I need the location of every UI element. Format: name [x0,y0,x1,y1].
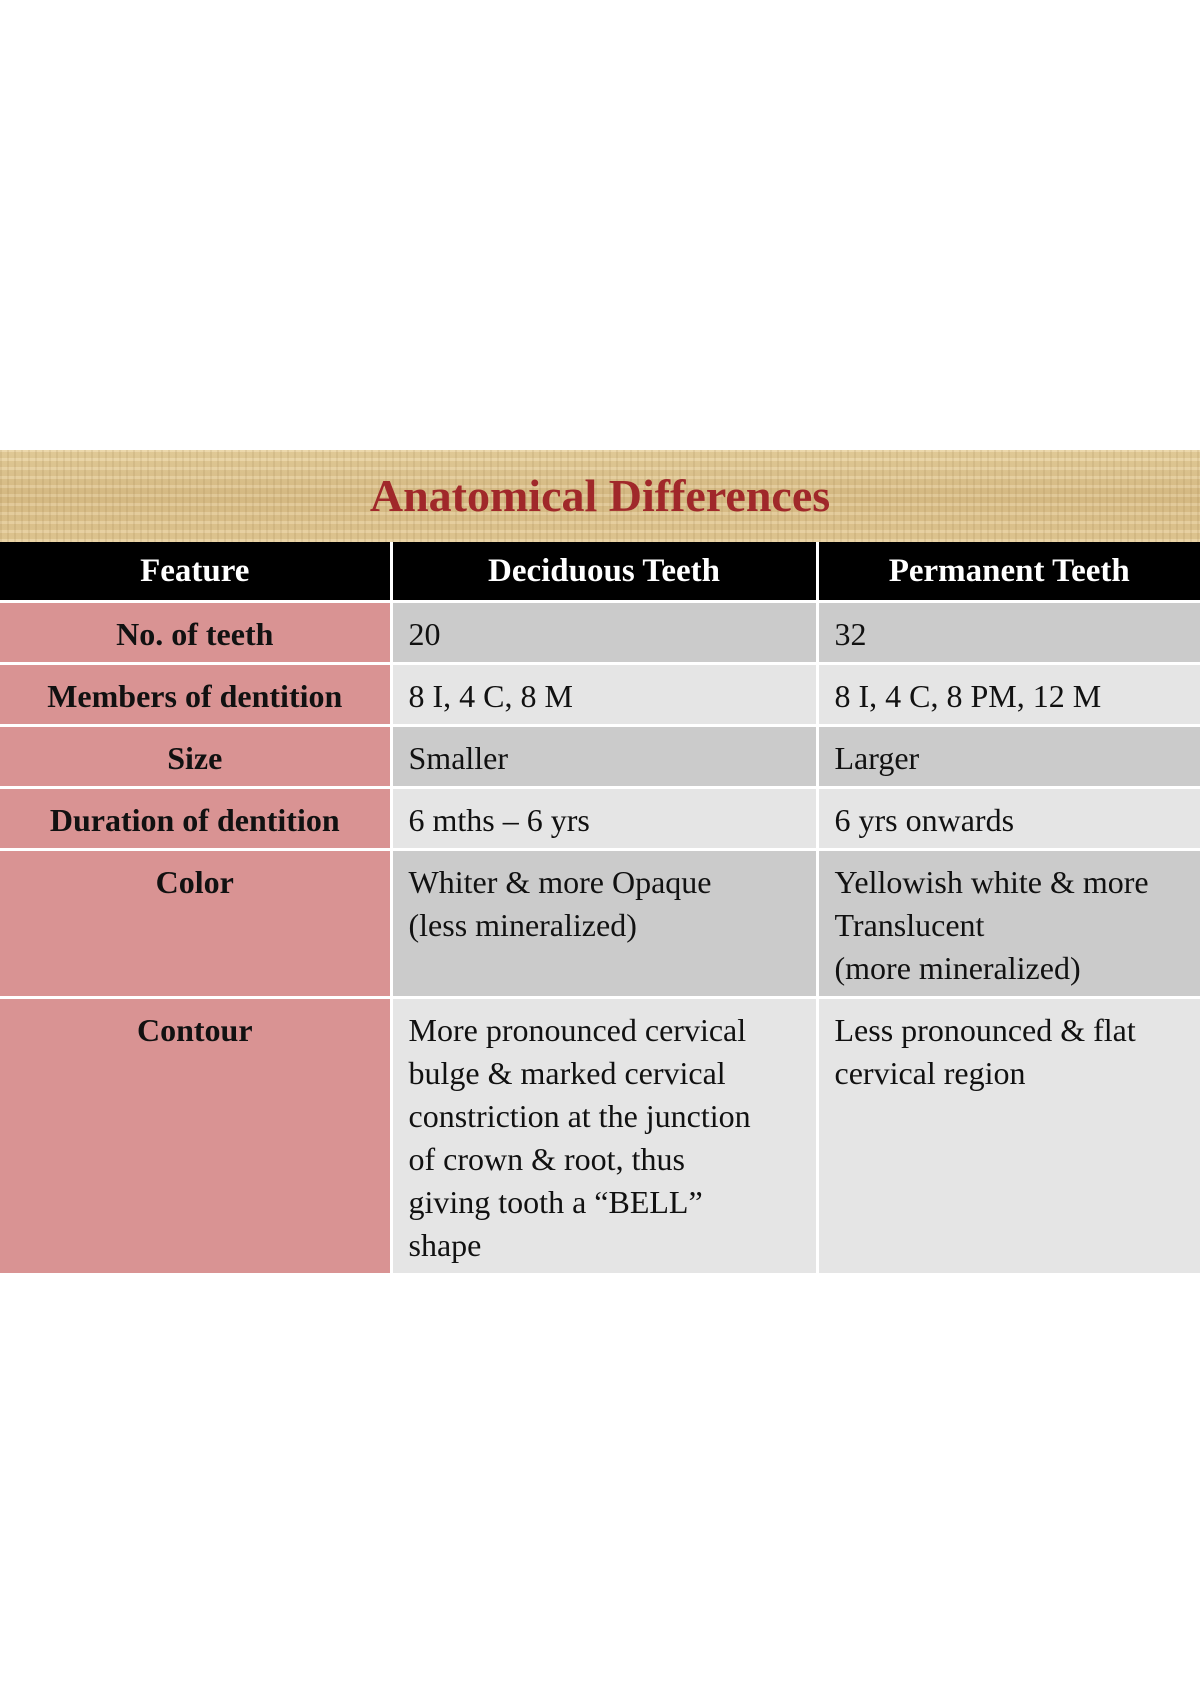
deciduous-cell [391,602,817,664]
cell-line: More pronounced cervical [408,1012,747,1048]
permanent-cell [817,664,1200,726]
feature-cell: Duration of dentition [0,788,391,850]
cell-line: giving tooth a “BELL” [408,1184,703,1220]
title-banner [0,450,1200,542]
cell-line: 6 mths – 6 yrs [408,802,590,838]
cell-line: bulge & marked cervical [408,1055,726,1091]
header-feature: Feature [0,542,391,602]
deciduous-cell [391,998,817,1274]
permanent-cell [817,602,1200,664]
table-row [0,998,1200,1274]
table-row [0,726,1200,788]
header-permanent: Permanent Teeth [817,542,1200,602]
slide-title: Anatomical Differences [369,470,831,521]
header-deciduous: Deciduous Teeth [391,542,817,602]
table-header-row [0,542,1200,602]
cell-line: Yellowish white & more [834,864,1149,900]
cell-line: Translucent [834,907,985,943]
cell-line: (more mineralized) [834,950,1081,986]
cell-line: Larger [834,740,920,776]
feature-cell: No. of teeth [0,602,391,664]
cell-line: 32 [834,616,867,652]
permanent-cell [817,850,1200,998]
feature-cell: Size [0,726,391,788]
table-row [0,788,1200,850]
permanent-cell [817,726,1200,788]
cell-line: 6 yrs onwards [834,802,1015,838]
deciduous-cell [391,850,817,998]
cell-line: of crown & root, thus [408,1141,685,1177]
deciduous-cell [391,664,817,726]
cell-line: 8 I, 4 C, 8 PM, 12 M [834,678,1102,714]
table-row [0,850,1200,998]
feature-cell: Contour [0,998,391,1274]
comparison-table [0,542,1200,1273]
deciduous-cell [391,726,817,788]
slide [0,450,1200,1263]
table-row [0,664,1200,726]
deciduous-cell [391,788,817,850]
cell-line: shape [408,1227,482,1263]
feature-cell: Members of dentition [0,664,391,726]
permanent-cell [817,998,1200,1274]
cell-line: 20 [408,616,441,652]
cell-line: Less pronounced & flat [834,1012,1136,1048]
cell-line: constriction at the junction [408,1098,751,1134]
cell-line: Whiter & more Opaque [408,864,712,900]
cell-line: (less mineralized) [408,907,637,943]
cell-line: Smaller [408,740,509,776]
feature-cell: Color [0,850,391,998]
cell-line: 8 I, 4 C, 8 M [408,678,573,714]
cell-line: cervical region [834,1055,1026,1091]
permanent-cell [817,788,1200,850]
table-row [0,602,1200,664]
